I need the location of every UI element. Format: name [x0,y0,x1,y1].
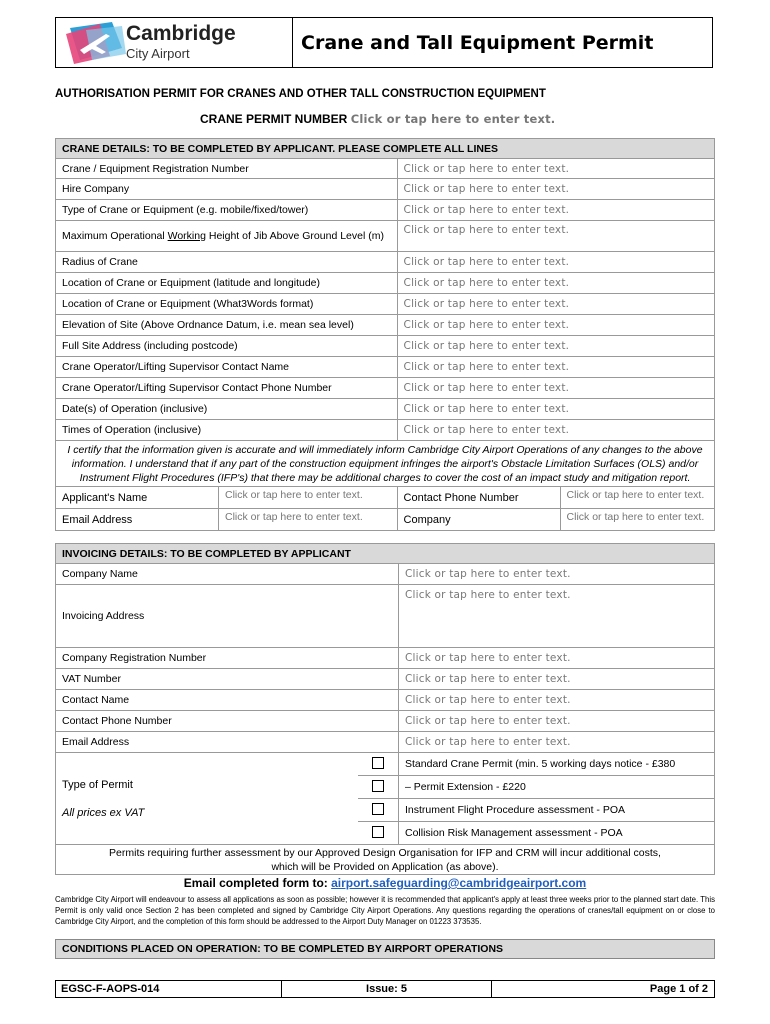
type-of-permit-cell [56,753,359,845]
header-box [55,17,713,68]
page-number: Page 1 of 2 [649,983,708,995]
invoice-row-field[interactable]: Click or tap here to enter text. [399,669,715,690]
invoicing-details-table [55,543,715,875]
document-title: Crane and Tall Equipment Permit [301,31,654,54]
crane-row-field[interactable]: Click or tap here to enter text. [397,200,714,221]
company-label: Company [397,509,560,531]
email-address-field[interactable]: Click or tap here to enter text. [219,509,398,531]
crane-details-table [55,138,715,531]
applicant-name-field[interactable]: Click or tap here to enter text. [219,487,398,509]
invoice-row-label: Contact Name [56,690,399,711]
logo [56,18,293,67]
airport-logo-icon [66,20,128,66]
company-field[interactable]: Click or tap here to enter text. [560,509,714,531]
permit-number-field[interactable]: Click or tap here to enter text. [350,112,556,126]
conditions-heading: CONDITIONS PLACED ON OPERATION: TO BE COMPLETED BY AIRPORT OPERATIONS [55,939,715,959]
crane-row-field[interactable]: Click or tap here to enter text. [397,378,714,399]
company-name-field[interactable]: Click or tap here to enter text. [399,564,715,585]
invoicing-address-field[interactable]: Click or tap here to enter text. [399,585,715,648]
permit-option-label: Collision Risk Management assessment - POA [399,822,715,845]
crm-assessment-checkbox[interactable] [372,826,384,838]
permit-number-label: CRANE PERMIT NUMBER [200,112,348,126]
crane-row-field[interactable]: Click or tap here to enter text. [397,179,714,200]
crane-row-label: Crane Operator/Lifting Supervisor Contact Phone Number [56,378,398,399]
crane-row-label: Radius of Crane [56,252,398,273]
permit-extension-checkbox[interactable] [372,780,384,792]
ifp-assessment-checkbox[interactable] [372,803,384,815]
crane-row-label: Times of Operation (inclusive) [56,420,398,441]
contact-phone-field[interactable]: Click or tap here to enter text. [560,487,714,509]
invoice-row-field[interactable]: Click or tap here to enter text. [399,648,715,669]
invoice-row-label: VAT Number [56,669,399,690]
type-of-permit-label: Type of Permit [62,778,133,791]
invoice-row-label: Company Registration Number [56,648,399,669]
crane-row-field[interactable]: Click or tap here to enter text. [397,336,714,357]
email-form-line [55,876,715,890]
permit-option-label: Standard Crane Permit (min. 5 working days notice - £380 [399,753,715,776]
crane-row-label: Crane / Equipment Registration Number [56,159,398,179]
issue-number: Issue: 5 [282,981,492,997]
applicant-name-label: Applicant's Name [56,487,219,509]
invoice-row-field[interactable]: Click or tap here to enter text. [399,690,715,711]
crane-row-label: Type of Crane or Equipment (e.g. mobile/fixed/tower) [56,200,398,221]
logo-text-line2: City Airport [126,46,190,61]
crane-row-field[interactable]: Click or tap here to enter text. [397,294,714,315]
email-form-label: Email completed form to: [183,876,332,890]
invoice-row-field[interactable]: Click or tap here to enter text. [399,711,715,732]
crane-row-field[interactable]: Click or tap here to enter text. [397,159,714,179]
crane-row-field[interactable]: Click or tap here to enter text. [397,357,714,378]
crane-row-label: Maximum Operational Working Height of Jib Above Ground Level (m) [56,221,398,252]
permit-option-label: – Permit Extension - £220 [399,776,715,799]
crane-row-field[interactable]: Click or tap here to enter text. [397,420,714,441]
invoice-row-label: Contact Phone Number [56,711,399,732]
crane-row-field[interactable]: Click or tap here to enter text. [397,221,714,252]
crane-row-field[interactable]: Click or tap here to enter text. [397,399,714,420]
endeavour-note: Cambridge City Airport will endeavour to assess all applications as soon as possible; however it is recommended that applicant's apply at least three weeks prior to the planned start date. This Permit is only valid once Section 2 has been completed and signed by Cambridge City Airport Operations. Any questions regarding the operations of cranes/tall equipment on or close to Cambridge City Airport, and the completion of this form should be addressed to the Airport Duty Manager on 01223 373535. [55,895,715,926]
invoice-row-label: Email Address [56,732,399,753]
invoicing-address-label: Invoicing Address [56,585,399,648]
crane-row-label: Crane Operator/Lifting Supervisor Contact Name [56,357,398,378]
crane-row-label: Location of Crane or Equipment (latitude and longitude) [56,273,398,294]
crane-row-label: Date(s) of Operation (inclusive) [56,399,398,420]
permit-number-row [200,112,555,126]
certify-statement: I certify that the information given is accurate and will immediately inform Cambridge City Airport Operations of any changes to the above information. I understand that if any part of the construction equipment infringes the airport's Obstacle Limitation Surfaces (OLS) and/or Instrument Flight Procedures (IFP's) that there may be additional charges to cover the cost of an impact study and mitigation report. [56,441,715,487]
doc-id: EGSC-F-AOPS-014 [56,981,282,997]
crane-row-label: Location of Crane or Equipment (What3Words format) [56,294,398,315]
crane-row-label: Elevation of Site (Above Ordnance Datum, i.e. mean sea level) [56,315,398,336]
prices-note: All prices ex VAT [62,806,145,819]
subtitle: AUTHORISATION PERMIT FOR CRANES AND OTHER TALL CONSTRUCTION EQUIPMENT [55,88,546,100]
standard-permit-checkbox[interactable] [372,757,384,769]
crane-row-field[interactable]: Click or tap here to enter text. [397,273,714,294]
invoicing-heading: INVOICING DETAILS: TO BE COMPLETED BY APPLICANT [56,544,715,564]
crane-details-heading: CRANE DETAILS: TO BE COMPLETED BY APPLICANT. PLEASE COMPLETE ALL LINES [56,139,715,159]
logo-text-line1: Cambridge [126,22,236,45]
permit-option-label: Instrument Flight Procedure assessment - POA [399,799,715,822]
assessment-note: Permits requiring further assessment by our Approved Design Organisation for IFP and CRM will incur additional costs, which will be Provided on Application (as above). [56,845,715,875]
invoice-row-field[interactable]: Click or tap here to enter text. [399,732,715,753]
crane-row-field[interactable]: Click or tap here to enter text. [397,252,714,273]
footer-bar [55,980,715,998]
crane-row-field[interactable]: Click or tap here to enter text. [397,315,714,336]
crane-row-label: Full Site Address (including postcode) [56,336,398,357]
crane-row-label: Hire Company [56,179,398,200]
company-name-label: Company Name [56,564,399,585]
safeguarding-email-link[interactable]: airport.safeguarding@cambridgeairport.com [331,876,587,890]
email-address-label: Email Address [56,509,219,531]
contact-phone-label: Contact Phone Number [397,487,560,509]
